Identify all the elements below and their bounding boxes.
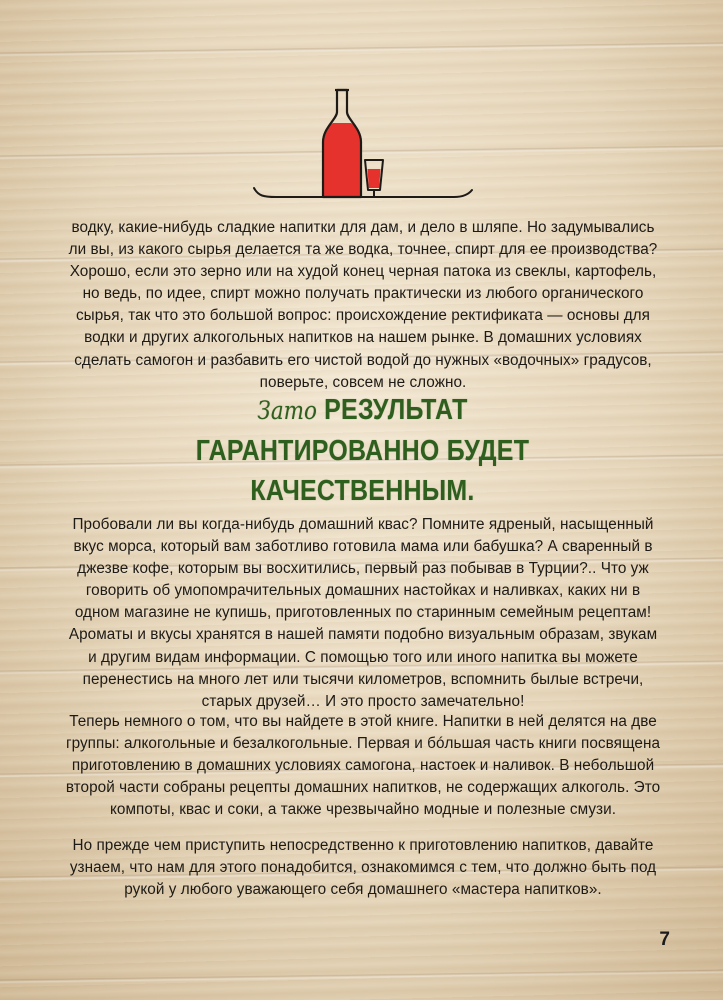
body-paragraph-book-contents: Теперь немного о том, что вы найдете в этой книге. Напитки в ней делятся на две группы: алкогольные и безалкогольные. Первая и бóльшая часть книги посвящена приготовлению в домашних условиях самогона, настоек и наливок. В небольшой второй части собраны рецепты домашних напитков, не содержащих алкоголь. Это компоты, квас и соки, а также чрезвычайно модные и полезные смузи. [65,713,661,819]
pull-quote [140,390,585,511]
pull-quote-line-2: ГАРАНТИРОВАННО БУДЕТ [195,435,530,467]
bottle-and-glass-icon [248,84,478,202]
intro-paragraph: водку, какие-нибудь сладкие напитки для дам, и дело в шляпе. Но задумывались ли вы, из какого сырья делается та же водка, точнее, спирт для ее производства? Хорошо, если это зерно или на худой конец черная патока из свеклы, картофель, но ведь, по идее, спирт можно получать практически из любого органического сырья, так что это большой вопрос: происхождение ректификата — основы для водки и других алкогольных напитков на нашем рынке. В домашних условиях сделать самогон и разбавить его чистой водой до нужных «водочных» градусов, поверьте, совсем не сложно. [68,219,658,391]
page-number: 7 [659,929,670,950]
pull-quote-word: РЕЗУЛЬТАТ [324,394,468,426]
pull-quote-line-3: КАЧЕСТВЕННЫМ. [250,475,475,507]
body-paragraph-kvass: Пробовали ли вы когда-нибудь домашний квас? Помните ядреный, насыщенный вкус морса, который вам заботливо готовила мама или бабушка? А сваренный в джезве кофе, которым вы восхитились, первый раз побывав в Турции?.. Что уж говорить об умопомрачительных домашних настойках и наливках, каких ни в одном магазине не купишь, приготовленных по старинным семейным рецептам! Ароматы и вкусы хранятся в нашей памяти подобно визуальным образам, звукам и другим видам информации. С помощью того или иного напитка вы можете перенестись на много лет или тысячи километров, вспомнить былые встречи, старых друзей… И это просто замечательно! [68,516,658,710]
body-paragraph-preparation: Но прежде чем приступить непосредственно к приготовлению напитков, давайте узнаем, что нам для этого понадобится, ознакомимся с тем, что должно быть под рукой у любого уважающего себя домашнего «мастера напитков». [69,837,657,899]
pull-quote-line-1 [171,390,554,431]
pull-quote-script-word: Зато [257,396,317,425]
